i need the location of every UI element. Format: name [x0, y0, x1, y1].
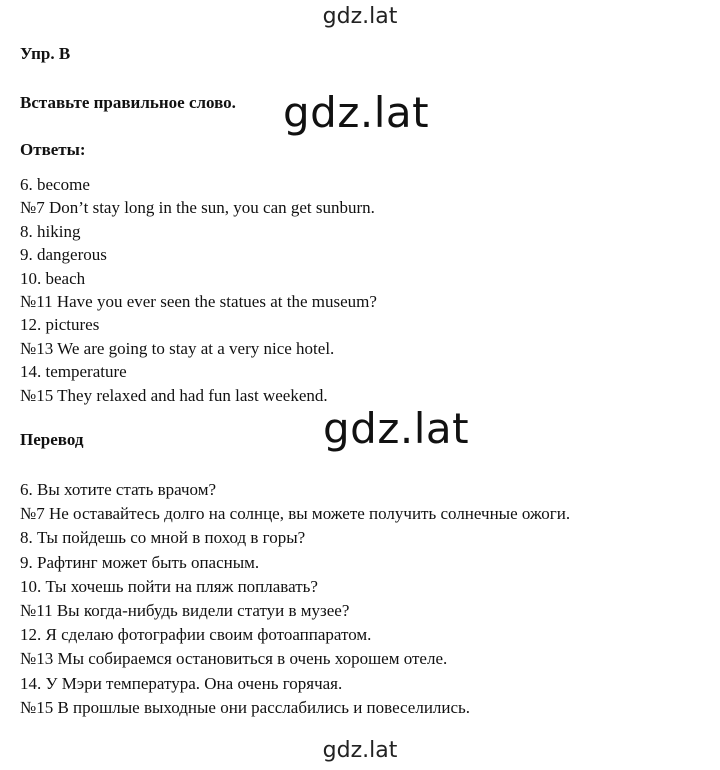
answer-item: 8. hiking [20, 221, 81, 241]
translation-list [20, 478, 570, 720]
translation-item: №7 Не оставайтесь долго на солнце, вы можете получить солнечные ожоги. [20, 504, 571, 524]
answer-item: №15 They relaxed and had fun last weekend. [20, 385, 328, 405]
translation-item: 9. Рафтинг может быть опасным. [20, 552, 260, 572]
translation-item: №13 Мы собираемся остановиться в очень хорошем отеле. [20, 649, 448, 669]
answer-item: №13 We are going to stay at a very nice hotel. [20, 338, 335, 358]
translation-item: №11 Вы когда-нибудь видели статуи в музее? [20, 601, 350, 621]
answer-item: №7 Don’t stay long in the sun, you can get sunburn. [20, 198, 375, 218]
translation-heading: Перевод [20, 430, 84, 449]
exercise-title: Упр. B [20, 44, 71, 63]
answer-item: 9. dangerous [20, 245, 107, 265]
translation-item: 14. У Мэри температура. Она очень горячая. [20, 673, 343, 693]
translation-item: 12. Я сделаю фотографии своим фотоаппаратом. [20, 625, 372, 645]
translation-item: 8. Ты пойдешь со мной в поход в горы? [20, 528, 306, 548]
watermark-bottom: gdz.lat [322, 738, 398, 763]
translation-item: №15 В прошлые выходные они расслабились и повеселились. [20, 697, 471, 717]
translation-item: 10. Ты хочешь пойти на пляж поплавать? [20, 576, 318, 596]
answer-item: 6. become [20, 175, 90, 194]
watermark-top: gdz.lat [322, 4, 398, 29]
answers-list [20, 173, 377, 407]
answers-heading: Ответы: [20, 140, 86, 159]
answer-item: №11 Have you ever seen the statues at the museum? [20, 292, 377, 312]
answer-item: 14. temperature [20, 362, 127, 382]
answer-item: 12. pictures [20, 315, 100, 335]
translation-item: 6. Вы хотите стать врачом? [20, 480, 217, 499]
answer-item: 10. beach [20, 268, 86, 288]
instruction: Вставьте правильное слово. [20, 93, 236, 112]
watermark-middle-2: gdz.lat [323, 404, 470, 453]
watermark-middle-1: gdz.lat [283, 88, 430, 137]
